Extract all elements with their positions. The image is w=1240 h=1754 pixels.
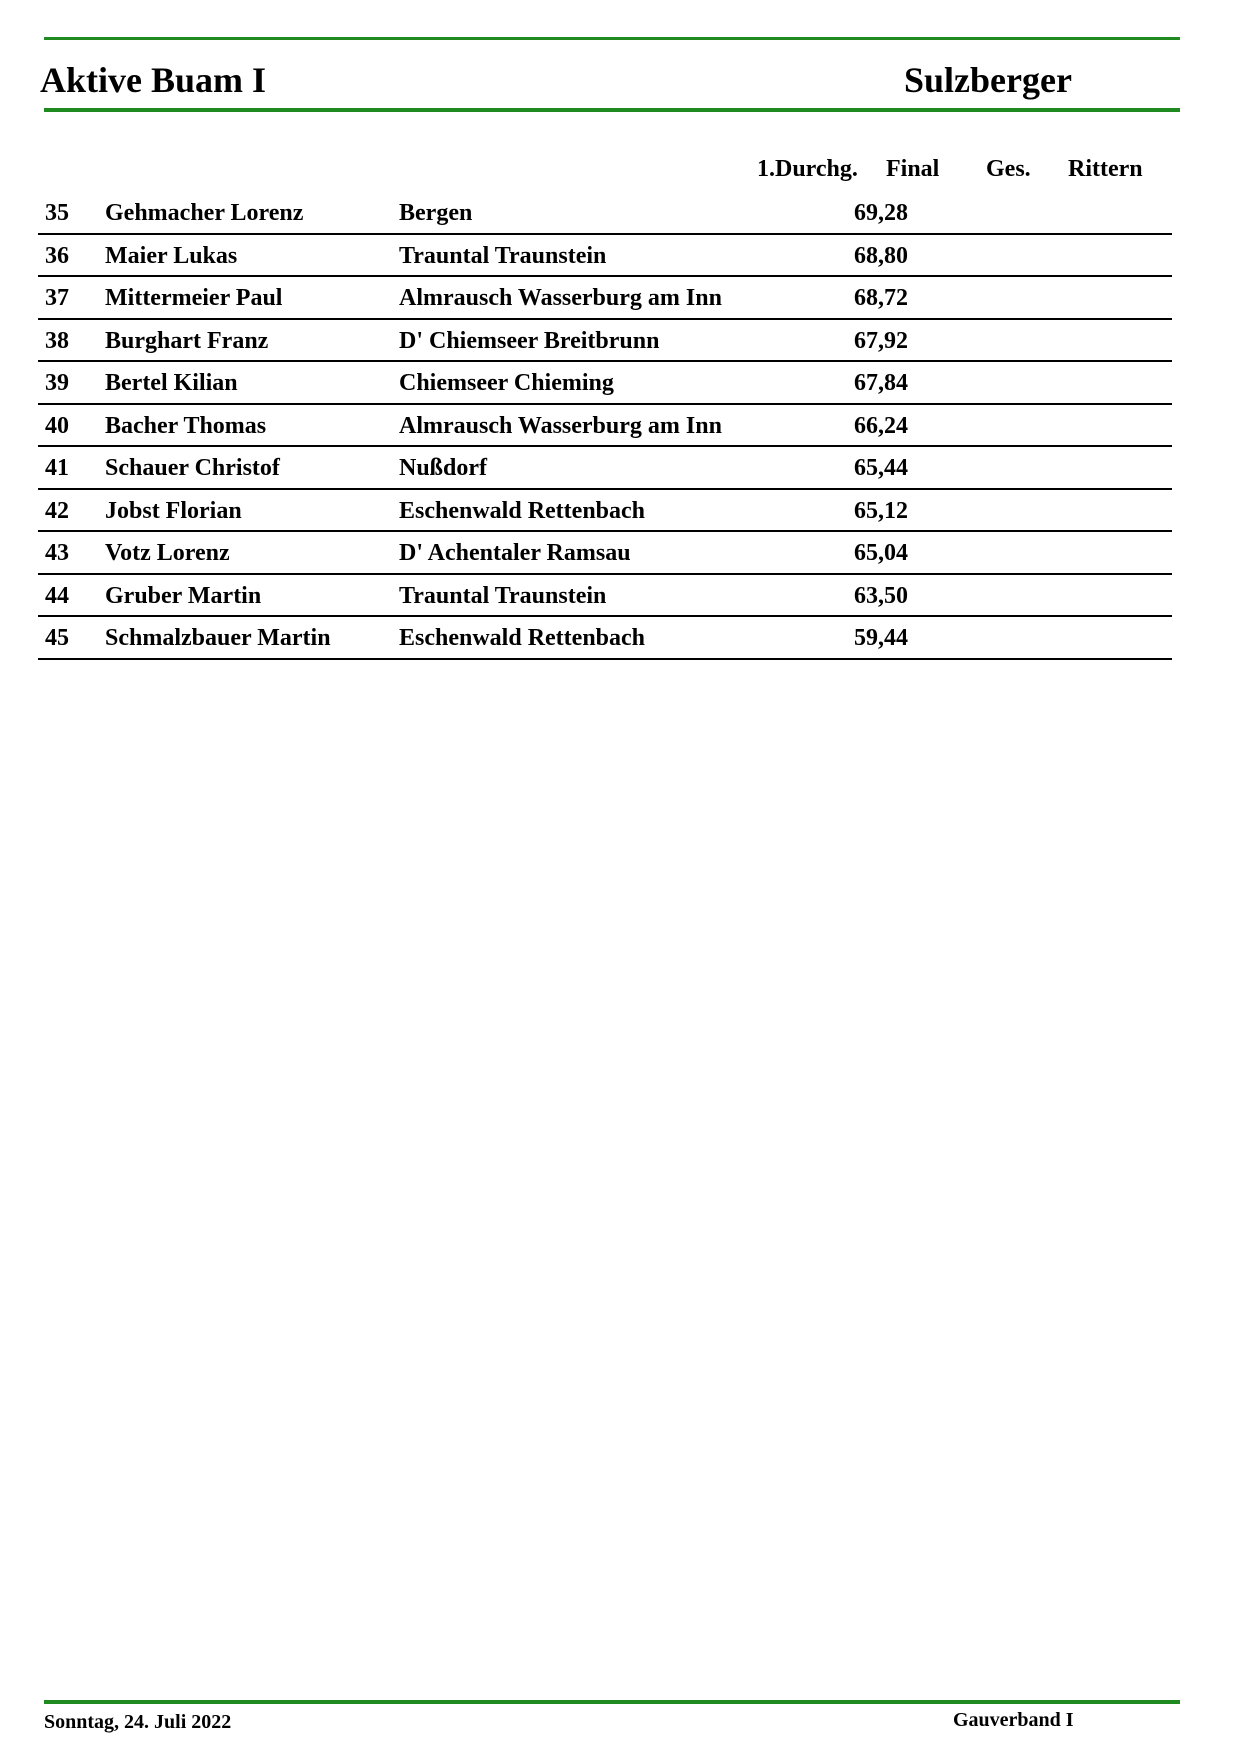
table-row (38, 235, 1172, 278)
row-name: Bertel Kilian (105, 370, 238, 396)
column-header-total: Ges. (986, 156, 1031, 182)
row-name: Gehmacher Lorenz (105, 200, 304, 226)
footer-date: Sonntag, 24. Juli 2022 (44, 1711, 232, 1733)
row-club: Eschenwald Rettenbach (399, 497, 646, 524)
row-name: Gruber Martin (105, 582, 262, 609)
row-rank: 42 (45, 497, 69, 524)
row-rank: 38 (45, 327, 69, 354)
row-first-round-score: 68,80 (854, 242, 908, 269)
table-row (38, 192, 1172, 235)
table-row (38, 617, 1172, 660)
footer-organizer: Gauverband I (953, 1709, 1074, 1731)
row-first-round-score: 63,50 (854, 582, 908, 609)
row-first-round-score: 69,28 (854, 200, 908, 226)
row-first-round-score: 65,12 (854, 497, 908, 524)
row-rank: 36 (45, 242, 69, 269)
row-rank: 39 (45, 370, 69, 396)
row-club: Eschenwald Rettenbach (399, 625, 646, 651)
column-header-first-round: 1.Durchg. (757, 156, 858, 182)
row-name: Schmalzbauer Martin (105, 625, 331, 651)
column-header-rittern: Rittern (1068, 156, 1143, 182)
table-row (38, 490, 1172, 533)
row-first-round-score: 66,24 (854, 412, 908, 439)
row-first-round-score: 67,84 (854, 370, 908, 396)
row-first-round-score: 59,44 (854, 625, 908, 651)
table-row (38, 532, 1172, 575)
row-rank: 40 (45, 412, 69, 439)
row-first-round-score: 67,92 (854, 327, 908, 354)
row-name: Burghart Franz (105, 327, 269, 354)
results-table (38, 192, 1172, 660)
table-row (38, 277, 1172, 320)
discipline-title: Sulzberger (904, 60, 1072, 100)
header-top-rule (44, 37, 1180, 40)
table-row (38, 447, 1172, 490)
row-rank: 43 (45, 540, 69, 566)
category-title: Aktive Buam I (40, 60, 267, 100)
row-first-round-score: 68,72 (854, 285, 908, 311)
table-row (38, 405, 1172, 448)
row-rank: 35 (45, 200, 69, 226)
row-club: Trauntal Traunstein (399, 582, 607, 609)
row-rank: 45 (45, 625, 69, 651)
row-club: Bergen (399, 200, 473, 226)
row-rank: 44 (45, 582, 69, 609)
row-name: Mittermeier Paul (105, 285, 283, 311)
row-name: Bacher Thomas (105, 412, 267, 439)
table-row (38, 362, 1172, 405)
table-row (38, 320, 1172, 363)
row-name: Votz Lorenz (105, 540, 230, 566)
row-club: Trauntal Traunstein (399, 242, 607, 269)
row-club: Almrausch Wasserburg am Inn (399, 285, 722, 311)
column-header-final: Final (886, 156, 940, 182)
row-club: D' Achentaler Ramsau (399, 540, 631, 566)
row-name: Maier Lukas (105, 242, 238, 269)
row-club: Almrausch Wasserburg am Inn (399, 412, 722, 439)
header-bottom-rule (44, 108, 1180, 112)
row-club: Chiemseer Chieming (399, 370, 614, 396)
row-rank: 41 (45, 455, 69, 481)
row-club: Nußdorf (399, 455, 488, 481)
row-first-round-score: 65,44 (854, 455, 908, 481)
footer-rule (44, 1700, 1180, 1704)
row-name: Jobst Florian (105, 497, 242, 524)
row-first-round-score: 65,04 (854, 540, 908, 566)
row-name: Schauer Christof (105, 455, 280, 481)
row-club: D' Chiemseer Breitbrunn (399, 327, 660, 354)
row-rank: 37 (45, 285, 69, 311)
table-row (38, 575, 1172, 618)
